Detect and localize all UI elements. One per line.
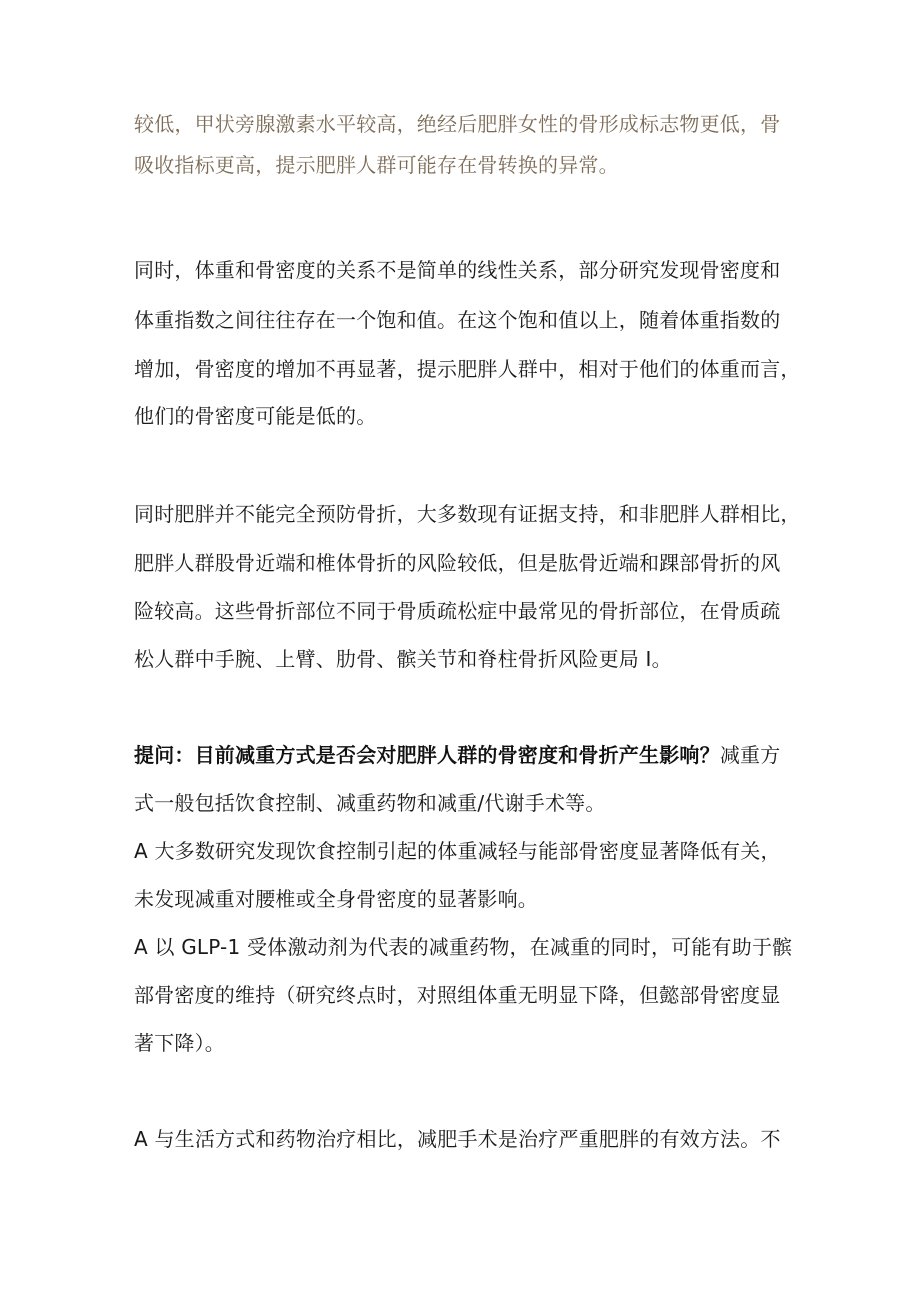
- text-line: A 大多数研究发现饮食控制引起的体重减轻与能部骨密度显著降低有关，: [134, 839, 781, 863]
- text-line: A 与生活方式和药物治疗相比，减肥手术是治疗严重肥胖的有效方法。不: [134, 1127, 781, 1151]
- text-line: 险较高。这些骨折部位不同于骨质疏松症中最常见的骨折部位，在骨质疏: [134, 599, 781, 623]
- text-line: 部骨密度的维持（研究终点时，对照组体重无明显下降，但懿部骨密度显: [134, 983, 781, 1007]
- text-line: 未发现减重对腰椎或全身骨密度的显著影响。: [134, 887, 538, 911]
- text-line: 同时肥胖并不能完全预防骨折，大多数现有证据支持，和非肥胖人群相比，: [134, 502, 801, 526]
- text-line: 增加，骨密度的增加不再显著，提示肥胖人群中，相对于他们的体重而言，: [134, 357, 801, 381]
- text-line: A 以 GLP-1 受体激动剂为代表的减重药物，在减重的同时，可能有助于髌: [134, 935, 793, 959]
- text-line: 体重指数之间往往存在一个饱和值。在这个饱和值以上，随着体重指数的: [134, 308, 781, 332]
- text-line: 吸收指标更高，提示肥胖人群可能存在骨转换的异常。: [134, 153, 619, 177]
- text-line: 同时，体重和骨密度的关系不是简单的线性关系，部分研究发现骨密度和: [134, 258, 781, 282]
- question-heading: 提问：目前减重方式是否会对肥胖人群的骨密度和骨折产生影响？: [134, 743, 720, 767]
- text-line: 他们的骨密度可能是低的。: [134, 404, 377, 428]
- text-line: 著下降）。: [134, 1031, 225, 1055]
- text-line: 肥胖人群股骨近端和椎体骨折的风险较低，但是肱骨近端和踝部骨折的风: [134, 551, 781, 575]
- text-line: 式一般包括饮食控制、减重药物和减重/代谢手术等。: [134, 791, 606, 815]
- question-line-rest: 减重方: [719, 743, 781, 767]
- question-line: [134, 741, 814, 769]
- text-line: 松人群中手腕、上臂、肋骨、髌关节和脊柱骨折风险更局 I。: [134, 647, 672, 671]
- text-line: 较低，甲状旁腺激素水平较高，绝经后肥胖女性的骨形成标志物更低，骨: [134, 112, 781, 136]
